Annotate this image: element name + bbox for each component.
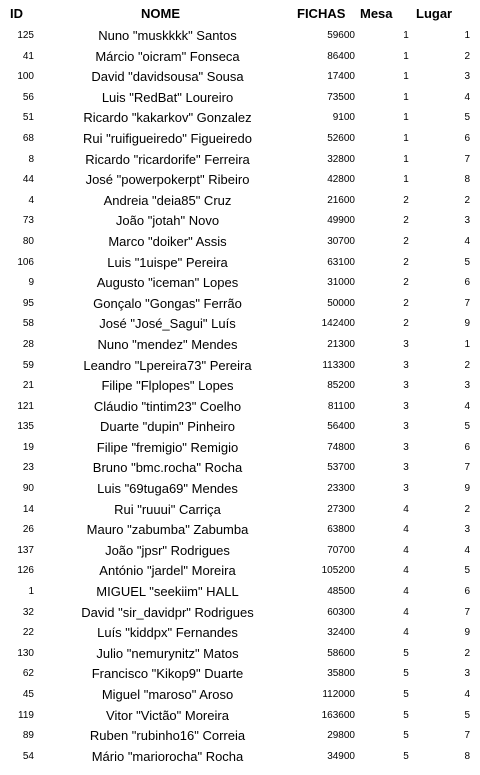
cell-lugar: 1: [464, 30, 470, 41]
cell-nome: Augusto "iceman" Lopes: [96, 275, 239, 291]
cell-fichas: 52600: [327, 132, 355, 144]
cell-nome: Rui "ruuui" Carriça: [114, 501, 221, 517]
cell-fichas: 50000: [327, 297, 355, 309]
cell-mesa: 1: [403, 112, 409, 124]
cell-nome: Luís "kiddpx" Fernandes: [97, 625, 238, 641]
cell-mesa: 5: [403, 668, 409, 680]
cell-id: 73: [22, 215, 34, 227]
cell-id: 80: [22, 235, 34, 247]
cell-fichas: 105200: [321, 565, 355, 577]
cell-nome: Nuno "muskkkk" Santos: [98, 28, 237, 43]
cell-id: 125: [17, 30, 34, 41]
cell-nome: José "José_Sagui" Luís: [99, 316, 236, 332]
cell-lugar: 3: [464, 668, 470, 680]
cell-lugar: 9: [464, 483, 470, 495]
table-row: [0, 520, 480, 541]
cell-mesa: 4: [403, 524, 409, 536]
cell-fichas: 73500: [327, 91, 355, 103]
cell-lugar: 2: [464, 50, 470, 62]
table-row: [0, 88, 480, 109]
cell-lugar: 3: [464, 215, 470, 227]
table-row: [0, 335, 480, 356]
cell-lugar: 4: [464, 91, 470, 103]
header-nome: NOME: [141, 6, 180, 21]
table-row: [0, 211, 480, 232]
cell-id: 106: [17, 256, 34, 268]
cell-nome: Mário "mariorocha" Rocha: [91, 748, 244, 764]
cell-fichas: 63800: [327, 524, 355, 536]
table-row: [0, 603, 480, 624]
cell-id: 14: [22, 503, 34, 515]
cell-nome: Ricardo "kakarkov" Gonzalez: [83, 110, 252, 126]
cell-id: 28: [22, 338, 34, 350]
cell-nome: José "powerpokerpt" Ribeiro: [85, 172, 250, 188]
cell-fichas: 163600: [321, 709, 355, 721]
cell-mesa: 1: [403, 71, 409, 83]
cell-fichas: 17400: [327, 71, 355, 83]
cell-nome: Vitor "Victão" Moreira: [106, 707, 229, 723]
cell-id: 58: [22, 318, 34, 330]
cell-id: 32: [22, 606, 34, 618]
cell-mesa: 5: [403, 750, 409, 762]
cell-fichas: 27300: [327, 503, 355, 515]
cell-id: 59: [22, 359, 34, 371]
cell-nome: Francisco "Kikop9" Duarte: [91, 666, 244, 682]
cell-fichas: 49900: [327, 215, 355, 227]
table-row: [0, 417, 480, 438]
cell-fichas: 31000: [327, 277, 355, 289]
cell-mesa: 4: [403, 627, 409, 639]
cell-lugar: 6: [464, 132, 470, 144]
table-row: [0, 191, 480, 212]
cell-id: 119: [18, 709, 34, 721]
cell-id: 95: [22, 297, 34, 309]
cell-id: 137: [17, 544, 34, 556]
cell-mesa: 2: [403, 215, 409, 227]
cell-fichas: 74800: [327, 441, 355, 453]
cell-lugar: 9: [464, 318, 470, 330]
cell-id: 121: [17, 400, 34, 412]
cell-mesa: 3: [403, 400, 409, 412]
cell-fichas: 59600: [327, 30, 355, 41]
table-row: [0, 706, 480, 727]
cell-nome: Andreia "deia85" Cruz: [103, 192, 232, 208]
cell-mesa: 1: [403, 50, 409, 62]
cell-lugar: 1: [464, 338, 470, 350]
table-row: [0, 294, 480, 315]
cell-mesa: 5: [403, 689, 409, 700]
cell-mesa: 1: [403, 174, 409, 186]
table-row: [0, 253, 480, 274]
cell-fichas: 81100: [327, 400, 355, 412]
cell-id: 45: [22, 689, 34, 700]
cell-nome: João "jotah" Novo: [115, 213, 220, 229]
cell-lugar: 2: [464, 194, 470, 206]
table-body: [0, 26, 480, 767]
cell-lugar: 4: [464, 400, 470, 412]
cell-fichas: 63100: [327, 256, 355, 268]
header-lugar: Lugar: [416, 6, 453, 21]
cell-id: 54: [22, 750, 34, 762]
table-row: [0, 561, 480, 582]
table-row: [0, 664, 480, 685]
cell-mesa: 4: [403, 586, 409, 598]
cell-mesa: 4: [403, 503, 409, 515]
cell-nome: António "jardel" Moreira: [99, 563, 236, 579]
cell-lugar: 2: [464, 359, 470, 371]
table-row: [0, 500, 480, 521]
cell-mesa: 5: [403, 730, 409, 742]
cell-id: 22: [22, 627, 34, 639]
cell-mesa: 4: [403, 544, 409, 556]
cell-lugar: 3: [464, 71, 470, 83]
cell-nome: Márcio "oicram" Fonseca: [95, 48, 240, 64]
cell-mesa: 2: [403, 297, 409, 309]
table-row: [0, 582, 480, 603]
cell-mesa: 2: [403, 277, 409, 289]
cell-nome: Ruben "rubinho16" Correia: [89, 728, 246, 744]
cell-nome: Cláudio "tintim23" Coelho: [93, 398, 242, 414]
table-row: [0, 747, 480, 768]
cell-mesa: 2: [403, 194, 409, 206]
cell-fichas: 23300: [327, 483, 355, 495]
cell-nome: Nuno "mendez" Mendes: [97, 336, 238, 352]
cell-lugar: 8: [464, 750, 470, 762]
cell-mesa: 2: [403, 318, 409, 330]
cell-fichas: 70700: [327, 544, 355, 556]
cell-mesa: 3: [403, 421, 409, 433]
cell-lugar: 2: [464, 647, 470, 659]
cell-fichas: 112000: [322, 689, 355, 700]
table-row: [0, 232, 480, 253]
cell-nome: Mauro "zabumba" Zabumba: [86, 522, 249, 538]
table-row: [0, 644, 480, 665]
cell-nome: Leandro "Lpereira73" Pereira: [83, 357, 252, 373]
cell-mesa: 3: [403, 359, 409, 371]
cell-mesa: 5: [403, 647, 409, 659]
cell-mesa: 1: [403, 91, 409, 103]
table-row: [0, 314, 480, 335]
table-row: [0, 726, 480, 747]
cell-nome: David "sir_davidpr" Rodrigues: [81, 604, 254, 620]
cell-id: 41: [22, 50, 34, 62]
cell-mesa: 3: [403, 483, 409, 495]
cell-lugar: 6: [464, 586, 470, 598]
cell-lugar: 6: [464, 277, 470, 289]
table-row: [0, 129, 480, 150]
cell-id: 68: [22, 132, 34, 144]
cell-mesa: 3: [403, 441, 409, 453]
table-row: [0, 67, 480, 88]
cell-fichas: 113300: [322, 359, 355, 371]
cell-nome: Duarte "dupin" Pinheiro: [100, 419, 235, 435]
cell-id: 62: [22, 668, 34, 680]
cell-fichas: 34900: [327, 750, 355, 762]
cell-id: 51: [22, 112, 34, 124]
cell-id: 130: [17, 647, 34, 659]
cell-lugar: 5: [464, 112, 470, 124]
cell-lugar: 5: [464, 565, 470, 577]
cell-lugar: 4: [464, 689, 470, 700]
table-row: [0, 458, 480, 479]
cell-nome: Ricardo "ricardorife" Ferreira: [85, 151, 250, 167]
cell-lugar: 5: [464, 421, 470, 433]
cell-nome: Luis "RedBat" Loureiro: [101, 89, 234, 105]
cell-id: 44: [22, 174, 34, 186]
cell-lugar: 7: [464, 153, 470, 165]
cell-mesa: 2: [403, 235, 409, 247]
cell-id: 26: [22, 524, 34, 536]
header-mesa: Mesa: [360, 6, 393, 21]
cell-fichas: 58600: [327, 647, 355, 659]
cell-id: 126: [17, 565, 34, 577]
header-id: ID: [10, 6, 23, 21]
cell-fichas: 48500: [327, 586, 355, 598]
cell-fichas: 53700: [327, 462, 355, 474]
cell-lugar: 7: [464, 297, 470, 309]
header-fichas: FICHAS: [297, 6, 346, 21]
cell-id: 56: [22, 91, 34, 103]
cell-lugar: 7: [464, 606, 470, 618]
cell-lugar: 5: [464, 709, 470, 721]
cell-nome: David "davidsousa" Sousa: [91, 69, 244, 85]
cell-nome: João "jpsr" Rodrigues: [105, 542, 230, 558]
cell-fichas: 21300: [327, 338, 355, 350]
table-row: [0, 26, 480, 47]
cell-fichas: 60300: [327, 606, 355, 618]
table-row: [0, 438, 480, 459]
table-row: [0, 356, 480, 377]
cell-lugar: 8: [464, 174, 470, 186]
cell-fichas: 142400: [321, 318, 355, 330]
cell-mesa: 1: [403, 30, 409, 41]
cell-lugar: 3: [464, 380, 470, 392]
cell-fichas: 42800: [327, 174, 355, 186]
cell-id: 4: [28, 194, 34, 206]
cell-lugar: 7: [464, 462, 470, 474]
cell-lugar: 3: [464, 524, 470, 536]
cell-mesa: 1: [403, 153, 409, 165]
cell-fichas: 30700: [327, 235, 355, 247]
cell-fichas: 86400: [327, 50, 355, 62]
cell-id: 8: [28, 153, 34, 165]
cell-nome: Bruno "bmc.rocha" Rocha: [92, 460, 243, 476]
cell-nome: Filipe "Flplopes" Lopes: [101, 378, 234, 394]
cell-id: 89: [22, 730, 34, 742]
cell-lugar: 9: [464, 627, 470, 639]
cell-id: 9: [28, 277, 34, 289]
table-row: [0, 47, 480, 68]
cell-id: 1: [28, 586, 34, 598]
table-row: [0, 273, 480, 294]
cell-mesa: 5: [403, 709, 409, 721]
cell-id: 135: [17, 421, 34, 433]
cell-id: 100: [17, 71, 34, 83]
cell-id: 23: [22, 462, 34, 474]
cell-lugar: 2: [464, 503, 470, 515]
cell-nome: Julio "nemurynitz" Matos: [96, 645, 239, 661]
cell-nome: MIGUEL "seekiim" HALL: [96, 584, 239, 600]
table-header: [0, 0, 480, 28]
table-row: [0, 541, 480, 562]
cell-nome: Marco "doiker" Assis: [108, 233, 227, 249]
cell-mesa: 3: [403, 338, 409, 350]
cell-lugar: 7: [464, 730, 470, 742]
cell-lugar: 4: [464, 544, 470, 556]
table-row: [0, 108, 480, 129]
table-row: [0, 685, 480, 706]
cell-nome: Filipe "fremigio" Remigio: [96, 439, 239, 455]
cell-mesa: 3: [403, 380, 409, 392]
cell-id: 19: [22, 441, 34, 453]
cell-fichas: 85200: [327, 380, 355, 392]
cell-id: 90: [22, 483, 34, 495]
cell-fichas: 9100: [332, 112, 355, 124]
cell-mesa: 4: [403, 565, 409, 577]
cell-fichas: 56400: [327, 421, 355, 433]
cell-mesa: 1: [403, 132, 409, 144]
table-row: [0, 479, 480, 500]
cell-nome: Luis "69tuga69" Mendes: [97, 481, 238, 497]
cell-mesa: 3: [403, 462, 409, 474]
cell-fichas: 35800: [327, 668, 355, 680]
table-row: [0, 170, 480, 191]
cell-lugar: 5: [464, 256, 470, 268]
cell-fichas: 21600: [327, 194, 355, 206]
cell-mesa: 4: [403, 606, 409, 618]
cell-nome: Luis "1uispe" Pereira: [107, 254, 228, 270]
cell-mesa: 2: [403, 256, 409, 268]
table-row: [0, 623, 480, 644]
cell-id: 21: [22, 380, 34, 392]
cell-nome: Miguel "maroso" Aroso: [101, 687, 234, 702]
cell-nome: Gonçalo "Gongas" Ferrão: [93, 295, 242, 311]
cell-fichas: 32400: [327, 627, 355, 639]
cell-lugar: 4: [464, 235, 470, 247]
table-row: [0, 376, 480, 397]
table-row: [0, 150, 480, 171]
cell-fichas: 32800: [327, 153, 355, 165]
cell-nome: Rui "ruifigueiredo" Figueiredo: [83, 130, 252, 146]
cell-fichas: 29800: [327, 730, 355, 742]
table-row: [0, 397, 480, 418]
cell-lugar: 6: [464, 441, 470, 453]
